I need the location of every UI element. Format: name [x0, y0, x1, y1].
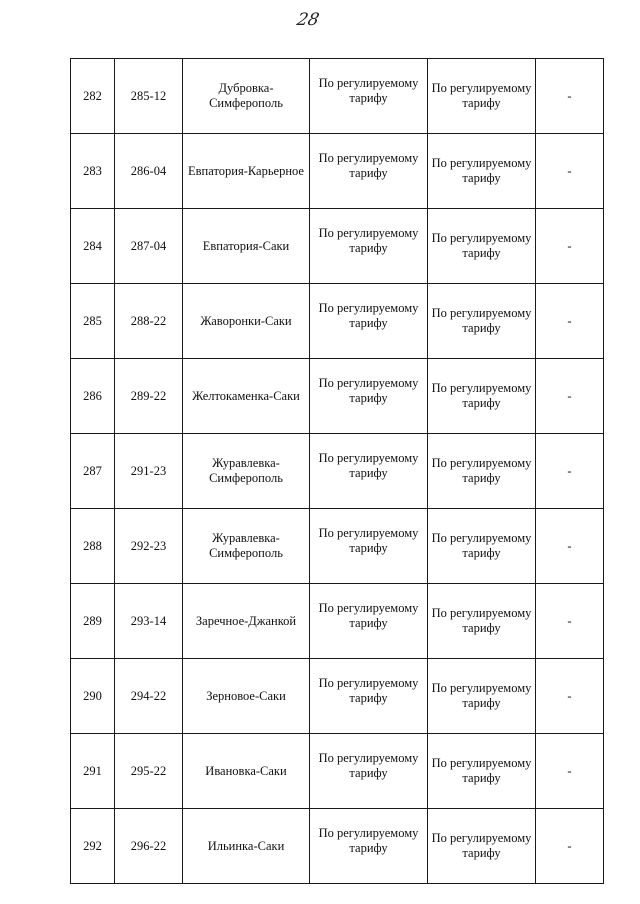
route-number-cell: 286-04	[115, 134, 183, 209]
note-cell: -	[536, 284, 604, 359]
note-cell: -	[536, 134, 604, 209]
route-number-cell: 289-22	[115, 359, 183, 434]
table-row	[71, 734, 604, 809]
note-cell: -	[536, 359, 604, 434]
baggage-type-cell: По регулируемому тарифу	[428, 659, 536, 734]
route-number-cell: 293-14	[115, 584, 183, 659]
note-cell: -	[536, 59, 604, 134]
note-cell: -	[536, 809, 604, 884]
row-number-cell: 286	[71, 359, 115, 434]
note-cell: -	[536, 734, 604, 809]
row-number-cell: 284	[71, 209, 115, 284]
table-row	[71, 359, 604, 434]
table-row	[71, 584, 604, 659]
route-name-cell: Журавлевка-Симферополь	[183, 434, 310, 509]
baggage-type-cell: По регулируемому тарифу	[428, 359, 536, 434]
route-name-cell: Ильинка-Саки	[183, 809, 310, 884]
fare-type-cell: По регулируемому тарифу	[310, 359, 428, 434]
row-number-cell: 291	[71, 734, 115, 809]
route-number-cell: 294-22	[115, 659, 183, 734]
table-row	[71, 509, 604, 584]
route-name-cell: Дубровка-Симферополь	[183, 59, 310, 134]
fare-type-cell: По регулируемому тарифу	[310, 734, 428, 809]
row-number-cell: 285	[71, 284, 115, 359]
baggage-type-cell: По регулируемому тарифу	[428, 809, 536, 884]
fare-type-cell: По регулируемому тарифу	[310, 809, 428, 884]
routes-table-body	[71, 59, 604, 884]
route-number-cell: 288-22	[115, 284, 183, 359]
note-cell: -	[536, 434, 604, 509]
row-number-cell: 290	[71, 659, 115, 734]
fare-type-cell: По регулируемому тарифу	[310, 584, 428, 659]
table-row	[71, 59, 604, 134]
note-cell: -	[536, 659, 604, 734]
fare-type-cell: По регулируемому тарифу	[310, 659, 428, 734]
baggage-type-cell: По регулируемому тарифу	[428, 734, 536, 809]
row-number-cell: 292	[71, 809, 115, 884]
route-number-cell: 285-12	[115, 59, 183, 134]
route-number-cell: 295-22	[115, 734, 183, 809]
route-number-cell: 287-04	[115, 209, 183, 284]
fare-type-cell: По регулируемому тарифу	[310, 59, 428, 134]
baggage-type-cell: По регулируемому тарифу	[428, 584, 536, 659]
baggage-type-cell: По регулируемому тарифу	[428, 134, 536, 209]
note-cell: -	[536, 584, 604, 659]
fare-type-cell: По регулируемому тарифу	[310, 509, 428, 584]
route-number-cell: 296-22	[115, 809, 183, 884]
fare-type-cell: По регулируемому тарифу	[310, 209, 428, 284]
fare-type-cell: По регулируемому тарифу	[310, 434, 428, 509]
route-name-cell: Журавлевка-Симферополь	[183, 509, 310, 584]
note-cell: -	[536, 509, 604, 584]
route-name-cell: Ивановка-Саки	[183, 734, 310, 809]
route-name-cell: Желтокаменка-Саки	[183, 359, 310, 434]
row-number-cell: 282	[71, 59, 115, 134]
baggage-type-cell: По регулируемому тарифу	[428, 59, 536, 134]
row-number-cell: 283	[71, 134, 115, 209]
route-number-cell: 292-23	[115, 509, 183, 584]
fare-type-cell: По регулируемому тарифу	[310, 284, 428, 359]
page-number: 28	[295, 10, 321, 30]
route-name-cell: Евпатория-Карьерное	[183, 134, 310, 209]
baggage-type-cell: По регулируемому тарифу	[428, 509, 536, 584]
table-row	[71, 434, 604, 509]
route-number-cell: 291-23	[115, 434, 183, 509]
table-row	[71, 209, 604, 284]
table-row	[71, 134, 604, 209]
row-number-cell: 288	[71, 509, 115, 584]
baggage-type-cell: По регулируемому тарифу	[428, 434, 536, 509]
baggage-type-cell: По регулируемому тарифу	[428, 209, 536, 284]
table-row	[71, 809, 604, 884]
baggage-type-cell: По регулируемому тарифу	[428, 284, 536, 359]
route-name-cell: Заречное-Джанкой	[183, 584, 310, 659]
route-name-cell: Евпатория-Саки	[183, 209, 310, 284]
row-number-cell: 289	[71, 584, 115, 659]
table-row	[71, 284, 604, 359]
note-cell: -	[536, 209, 604, 284]
route-name-cell: Жаворонки-Саки	[183, 284, 310, 359]
table-row	[71, 659, 604, 734]
row-number-cell: 287	[71, 434, 115, 509]
route-name-cell: Зерновое-Саки	[183, 659, 310, 734]
fare-type-cell: По регулируемому тарифу	[310, 134, 428, 209]
routes-table	[70, 58, 604, 884]
